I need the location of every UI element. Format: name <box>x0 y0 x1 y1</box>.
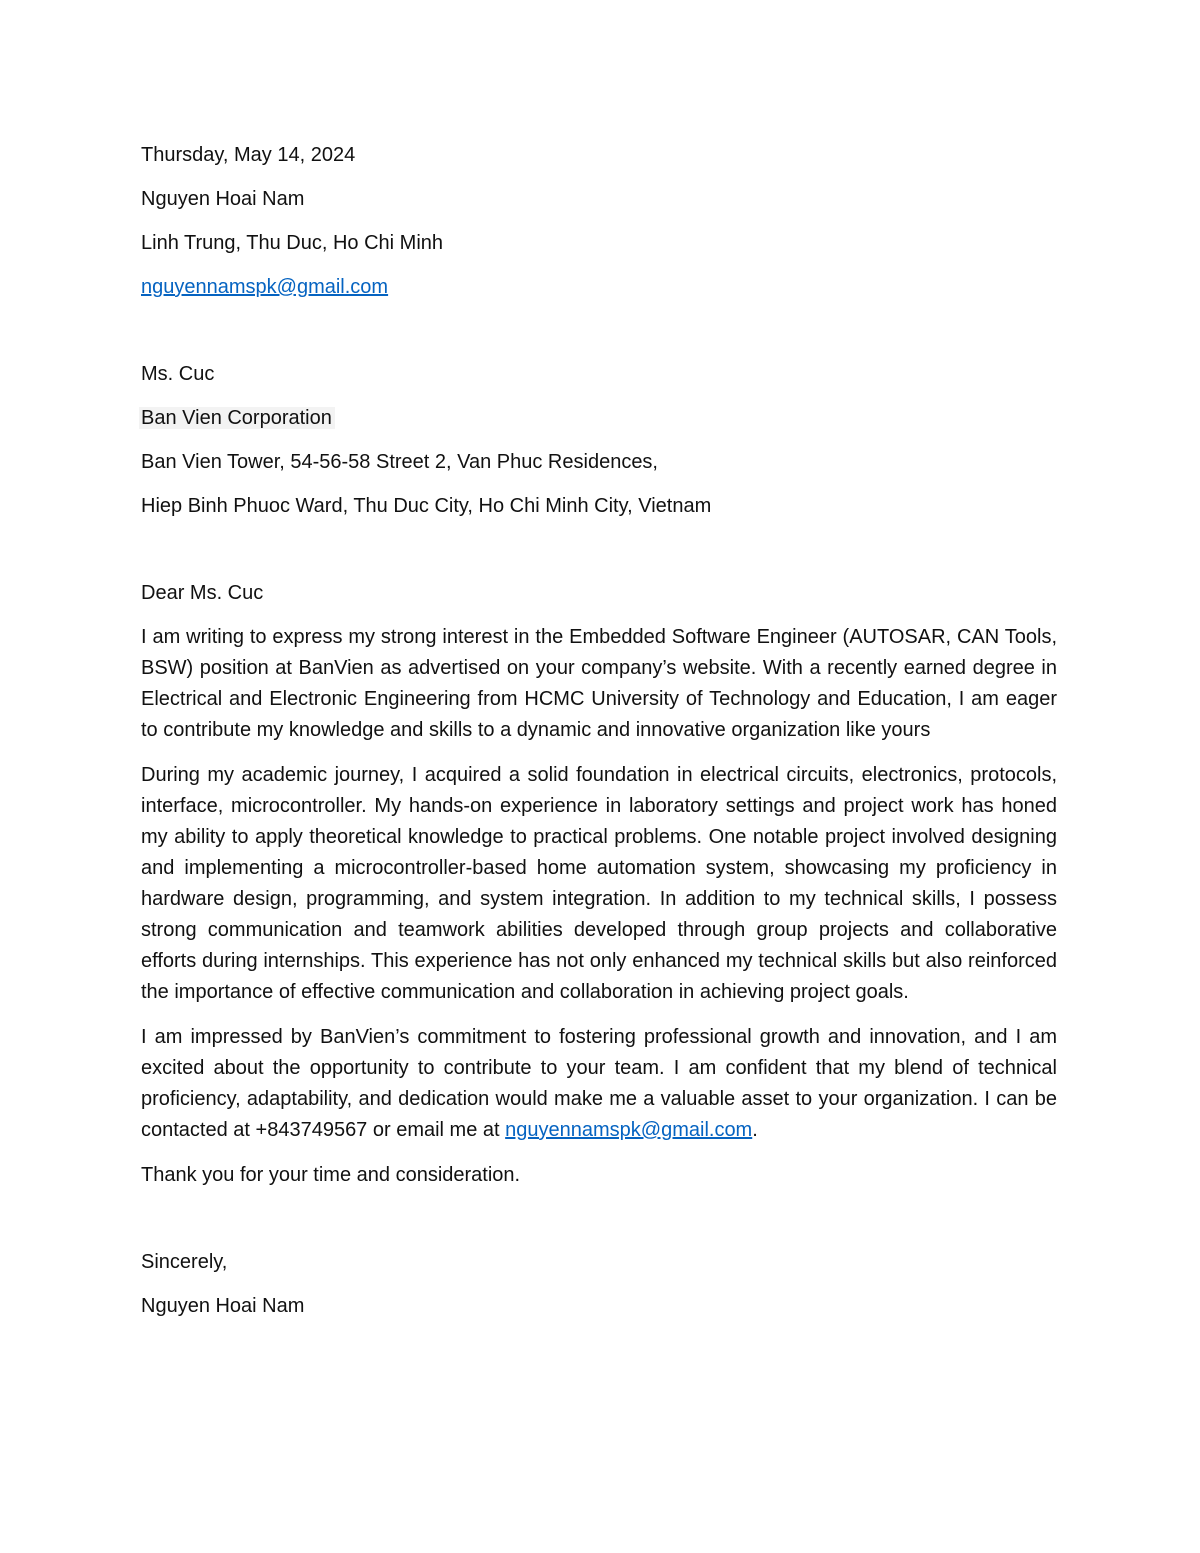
letter-date: Thursday, May 14, 2024 <box>141 144 356 166</box>
body-paragraph-3 <box>141 1022 1057 1146</box>
letter-page <box>141 140 1057 1321</box>
recipient-address-line2: Hiep Binh Phuoc Ward, Thu Duc City, Ho Chi Minh City, Vietnam <box>141 495 712 517</box>
salutation: Dear Ms. Cuc <box>141 582 264 604</box>
body-email-link[interactable]: nguyennamspk@gmail.com <box>505 1119 753 1141</box>
sender-address: Linh Trung, Thu Duc, Ho Chi Minh <box>141 232 444 254</box>
sender-name: Nguyen Hoai Nam <box>141 188 305 210</box>
signature-name: Nguyen Hoai Nam <box>141 1295 305 1317</box>
sender-email-line <box>141 272 1057 302</box>
body-paragraph-2: During my academic journey, I acquired a solid foundation in electrical circuits, electronics, protocols, interface, microcontroller. My hands-on experience in laboratory settings and project work has honed my ability to apply theoretical knowledge to practical problems. One notable project involved designing and implementing a microcontroller-based home automation system, showcasing my proficiency in hardware design, programming, and system integration. In addition to my technical skills, I possess strong communication and teamwork abilities developed through group projects and collaborative efforts during internships. This experience has not only enhanced my technical skills but also reinforced the importance of effective communication and collaboration in achieving project goals. <box>141 764 1057 1003</box>
body-paragraph-3-text: I am impressed by BanVien’s commitment to fostering professional growth and innovation, and I am excited about the opportunity to contribute to your team. I am confident that my blend of technical proficiency, adaptability, and dedication would make me a valuable asset to your organization. I can be contacted at +843749567 or email me at <box>141 1026 1057 1141</box>
thanks-line: Thank you for your time and consideration. <box>141 1164 521 1186</box>
recipient-company-line <box>141 403 1057 433</box>
closing: Sincerely, <box>141 1251 228 1273</box>
recipient-name: Ms. Cuc <box>141 363 215 385</box>
body-paragraph-3-end: . <box>752 1119 758 1141</box>
body-paragraph-1: I am writing to express my strong interest in the Embedded Software Engineer (AUTOSAR, CAN Tools, BSW) position at BanVien as advertised on your company’s website. With a recently earned degree in Electrical and Electronic Engineering from HCMC University of Technology and Education, I am eager to contribute my knowledge and skills to a dynamic and innovative organization like yours <box>141 626 1057 741</box>
sender-email-link[interactable]: nguyennamspk@gmail.com <box>141 276 389 298</box>
recipient-address-line1: Ban Vien Tower, 54-56-58 Street 2, Van Phuc Residences, <box>141 451 658 473</box>
recipient-company: Ban Vien Corporation <box>139 407 335 429</box>
